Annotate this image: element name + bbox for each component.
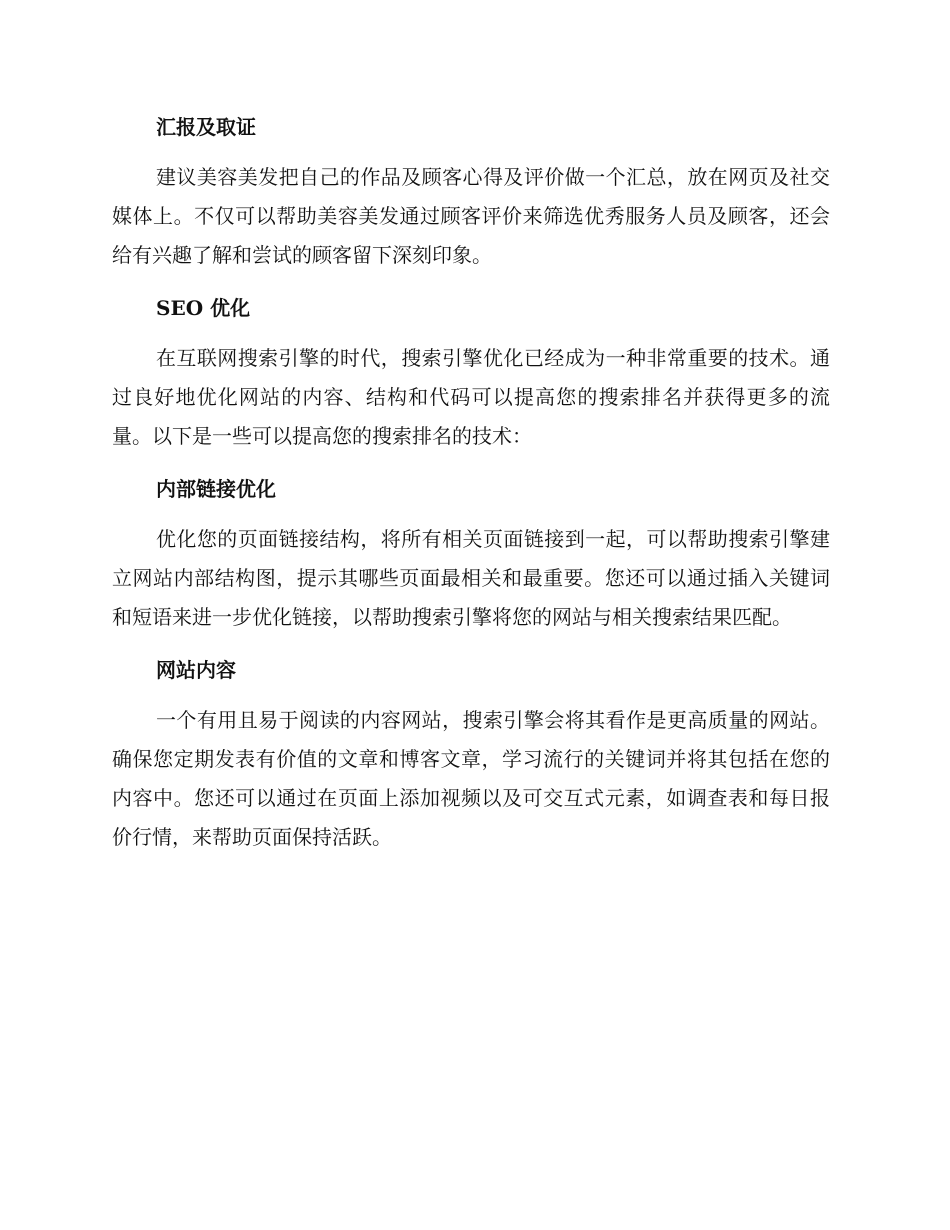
section-paragraph-seo: 在互联网搜索引擎的时代，搜索引擎优化已经成为一种非常重要的技术。通过良好地优化网站的内容、结构和代码可以提高您的搜索排名并获得更多的流量。以下是一些可以提高您的搜索排名的技术： <box>112 346 830 448</box>
section-paragraph-site-content: 一个有用且易于阅读的内容网站，搜索引擎会将其看作是更高质量的网站。确保您定期发表有价值的文章和博客文章，学习流行的关键词并将其包括在您的内容中。您还可以通过在页面上添加视频以及可交互式元素，如调查表和每日报价行情，来帮助页面保持活跃。 <box>112 708 830 849</box>
document-page <box>112 110 830 857</box>
section-heading-report-evidence: 汇报及取证 <box>156 115 256 139</box>
section-paragraph-report-evidence: 建议美容美发把自己的作品及顾客心得及评价做一个汇总，放在网页及社交媒体上。不仅可以帮助美容美发通过顾客评价来筛选优秀服务人员及顾客，还会给有兴趣了解和尝试的顾客留下深刻印象。 <box>112 165 830 267</box>
section-heading-seo: SEO 优化 <box>156 296 251 320</box>
section-heading-internal-links: 内部链接优化 <box>156 477 276 501</box>
section-paragraph-internal-links: 优化您的页面链接结构，将所有相关页面链接到一起，可以帮助搜索引擎建立网站内部结构图，提示其哪些页面最相关和最重要。您还可以通过插入关键词和短语来进一步优化链接，以帮助搜索引擎将您的网站与相关搜索结果匹配。 <box>112 527 830 629</box>
section-heading-site-content: 网站内容 <box>156 658 236 682</box>
